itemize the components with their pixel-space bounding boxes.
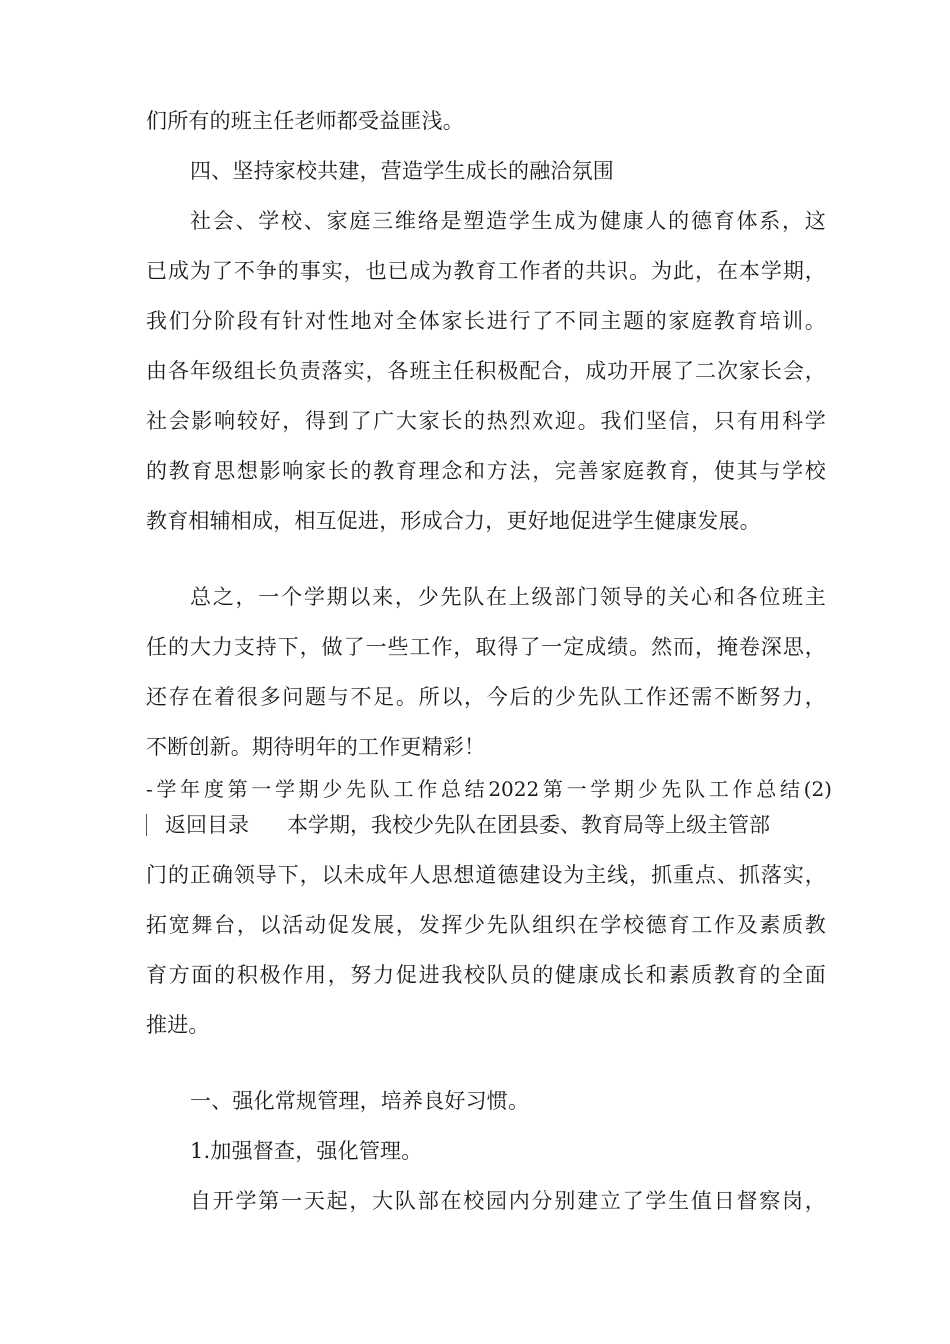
paragraph-line: 我们分阶段有针对性地对全体家长进行了不同主题的家庭教育培训。: [146, 309, 826, 333]
toc-row: [146, 810, 826, 840]
paragraph-line: 门的正确领导下，以未成年人思想道德建设为主线，抓重点、抓落实，: [146, 863, 826, 887]
paragraph-line: 任的大力支持下，做了一些工作，取得了一定成绩。然而，掩卷深思，: [146, 635, 826, 659]
subsection-heading: 1.加强督查，强化管理。: [190, 1139, 423, 1163]
paragraph-line: 由各年级组长负责落实，各班主任积极配合，成功开展了二次家长会，: [146, 359, 826, 383]
paragraph-line: 已成为了不争的事实，也已成为教育工作者的共识。为此，在本学期，: [146, 259, 826, 283]
paragraph-line: 自开学第一天起，大队部在校园内分别建立了学生值日督察岗，: [190, 1189, 826, 1213]
paragraph-line: 教育相辅相成，相互促进，形成合力，更好地促进学生健康发展。: [146, 509, 761, 533]
divider: [146, 814, 147, 836]
paragraph-line: 社会影响较好，得到了广大家长的热烈欢迎。我们坚信，只有用科学: [146, 409, 826, 433]
paragraph-line: 的教育思想影响家长的教育理念和方法，完善家庭教育，使其与学校: [146, 459, 826, 483]
paragraph-line: 社会、学校、家庭三维络是塑造学生成为健康人的德育体系，这: [190, 209, 826, 233]
article-title: -学年度第一学期少先队工作总结2022第一学期少先队工作总结(2): [146, 777, 832, 801]
paragraph-line: 不断创新。期待明年的工作更精彩！: [146, 735, 486, 759]
section-heading: 四、坚持家校共建，营造学生成长的融洽氛围: [190, 159, 614, 183]
paragraph-line: 拓宽舞台，以活动促发展，发挥少先队组织在学校德育工作及素质教: [146, 913, 826, 937]
paragraph-line: 育方面的积极作用，努力促进我校队员的健康成长和素质教育的全面: [146, 963, 826, 987]
back-to-contents-link[interactable]: 返回目录: [165, 813, 249, 837]
paragraph-line: 们所有的班主任老师都受益匪浅。: [146, 109, 464, 133]
paragraph-line: 推进。: [146, 1013, 210, 1037]
paragraph-line: 还存在着很多问题与不足。所以，今后的少先队工作还需不断努力，: [146, 685, 826, 709]
section-heading: 一、强化常规管理，培养良好习惯。: [190, 1089, 530, 1113]
paragraph-line: 总之，一个学期以来，少先队在上级部门领导的关心和各位班主: [190, 585, 826, 609]
paragraph-line: 本学期，我校少先队在团县委、教育局等上级主管部: [287, 813, 770, 837]
